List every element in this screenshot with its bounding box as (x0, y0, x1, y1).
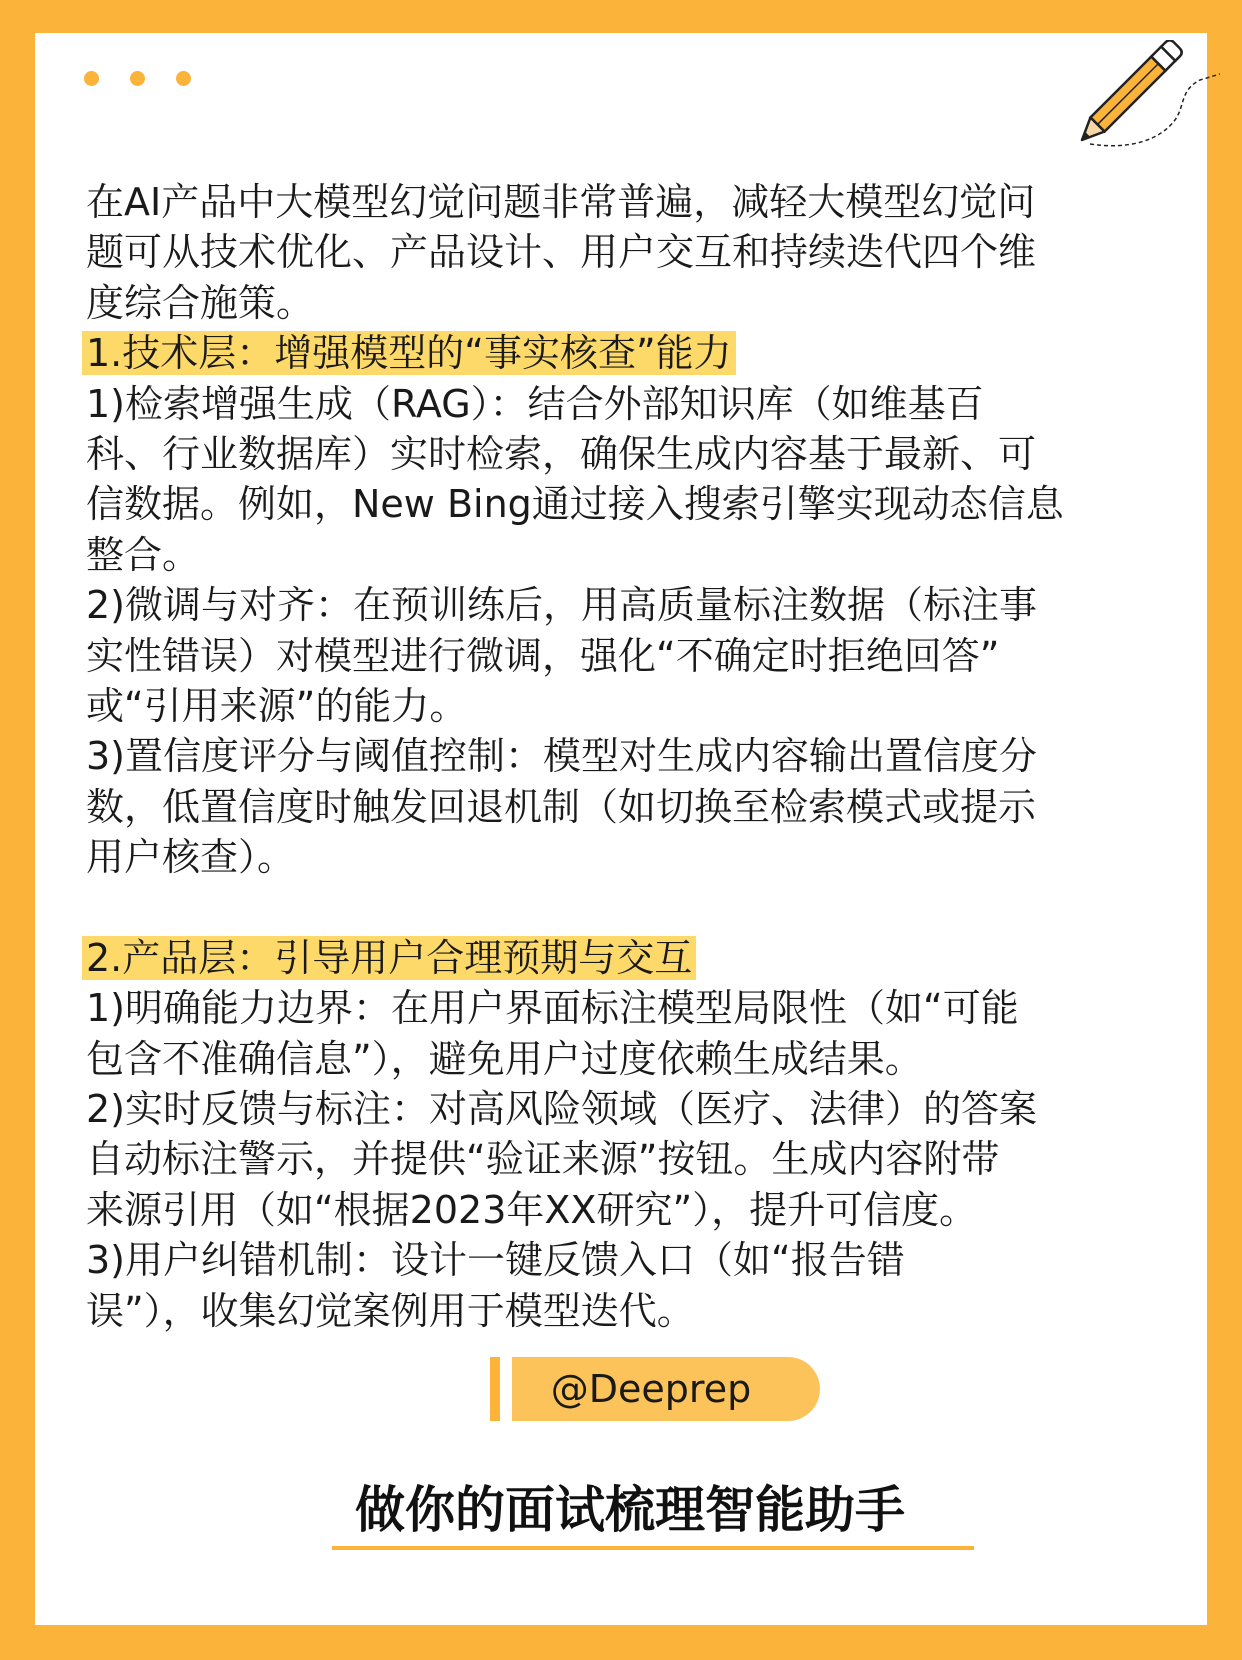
paragraph-line: 整合。 (86, 532, 201, 577)
dot (176, 71, 191, 86)
paragraph-line: 科、行业数据库）实时检索，确保生成内容基于最新、可 (86, 431, 1037, 476)
dot (84, 71, 99, 86)
paragraph-line: 2)微调与对齐：在预训练后，用高质量标注数据（标注事 (86, 583, 1038, 628)
slogan: 做你的面试梳理智能助手 (355, 1481, 905, 1539)
paragraph-line: 3)用户纠错机制：设计一键反馈入口（如“报告错 (86, 1238, 905, 1283)
paragraph-line: 来源引用（如“根据2023年XX研究”），提升可信度。 (86, 1187, 978, 1232)
paragraph-line: 误”），收集幻觉案例用于模型迭代。 (86, 1288, 695, 1333)
three-dots-icon (84, 71, 191, 86)
paragraph-line: 2)实时反馈与标注：对高风险领域（医疗、法律）的答案 (86, 1087, 1038, 1132)
paragraph-line: 题可从技术优化、产品设计、用户交互和持续迭代四个维 (86, 230, 1037, 275)
paragraph-line: 数，低置信度时触发回退机制（如切换至检索模式或提示 (86, 784, 1037, 829)
section-heading: 2.产品层：引导用户合理预期与交互 (82, 936, 696, 980)
author-handle: @Deeprep (550, 1367, 752, 1411)
author-signature (490, 1357, 820, 1421)
slogan-underline (332, 1546, 974, 1550)
dot (130, 71, 145, 86)
paragraph-line: 或“引用来源”的能力。 (86, 683, 468, 728)
paragraph-line: 包含不准确信息”），避免用户过度依赖生成结果。 (86, 1036, 923, 1081)
signature-bar (490, 1357, 500, 1421)
paragraph-line: 自动标注警示，并提供“验证来源”按钮。生成内容附带 (86, 1137, 1000, 1182)
paragraph-line: 3)置信度评分与阈值控制：模型对生成内容输出置信度分 (86, 734, 1038, 779)
paragraph-line: 用户核查）。 (86, 835, 296, 880)
paragraph-line: 信数据。例如，New Bing通过接入搜索引擎实现动态信息 (86, 482, 1064, 527)
article-body (86, 177, 1166, 1336)
paragraph-line: 1)检索增强生成（RAG）：结合外部知识库（如维基百 (86, 381, 984, 426)
paragraph-line: 度综合施策。 (86, 280, 315, 325)
paragraph-line: 实性错误）对模型进行微调，强化“不确定时拒绝回答” (86, 633, 1000, 678)
paragraph-line: 1)明确能力边界：在用户界面标注模型局限性（如“可能 (86, 986, 1019, 1031)
spacer (86, 882, 1166, 932)
paragraph-line: 在AI产品中大模型幻觉问题非常普遍，减轻大模型幻觉问 (86, 180, 1036, 224)
pencil-icon (1070, 40, 1220, 160)
section-heading: 1.技术层：增强模型的“事实核查”能力 (82, 331, 736, 375)
